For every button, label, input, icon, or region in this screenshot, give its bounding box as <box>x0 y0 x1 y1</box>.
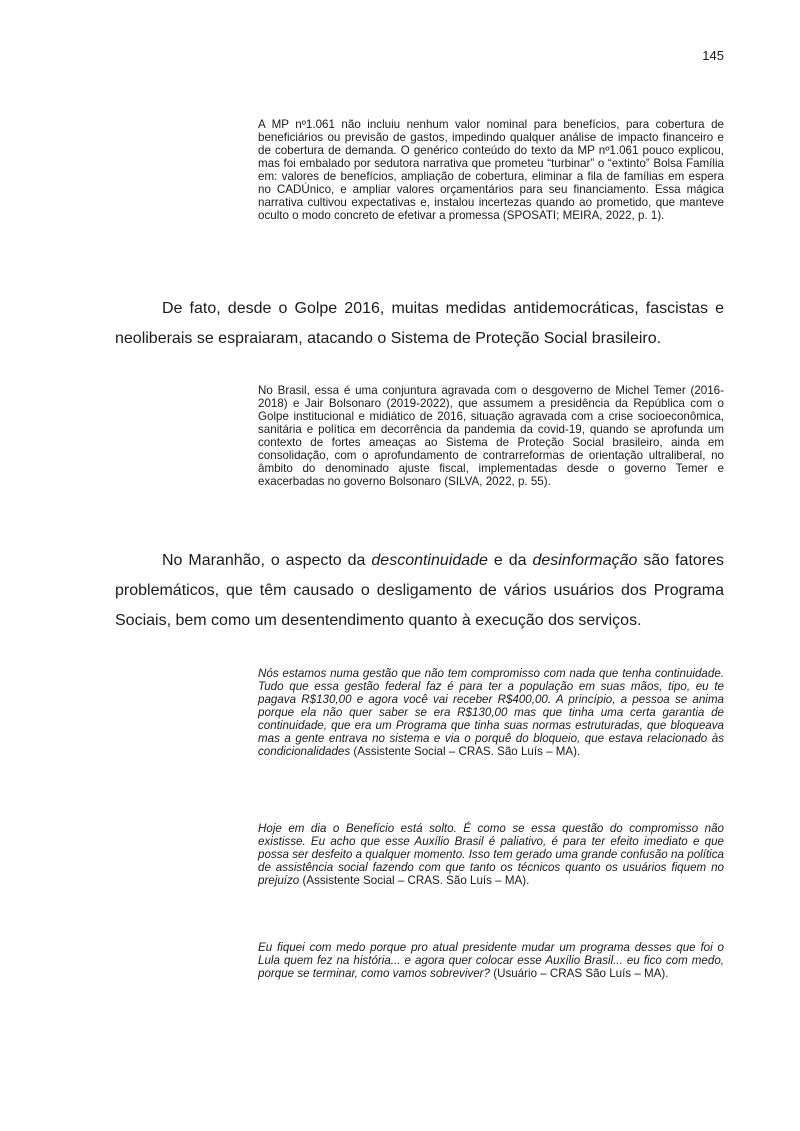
quote-speech: Nós estamos numa gestão que não tem compromisso com nada que tenha continuidade. Tudo que essa gestão federal faz é para ter a população em suas mãos, tipo, eu te pagava R$130,00 e agora você vai receber R$400,00. A princípio, a pessoa se anima porque ela não quer saber se era R$130,00 mas que tinha uma certa garantia de continuidade, que era um Programa que tinha suas normas estruturadas, que bloqueava mas a gente entrava no sistema e via o porquê do bloqueio, que estava relacionado às condicionalidades <box>258 667 724 758</box>
interview-quote-2 <box>258 822 724 887</box>
paragraph-text: são fatores problemáticos, que têm causado o desligamento de vários usuários dos Programa Sociais, bem como um desentendimento quanto à execução dos serviços. <box>115 552 725 629</box>
quote-text: No Brasil, essa é uma conjuntura agravada com o desgoverno de Michel Temer (2016-2018) e Jair Bolsonaro (2019-2022), que assumem a presidência da República com o Golpe institucional e midiático de 2016, situação agravada com a crise socioeconômica, sanitária e política em decorrência da pandemia da covid-19, quando se aprofunda um contexto de fortes ameaças ao Sistema de Proteção Social brasileiro, ainda em consolidação, com o aprofundamento de contrarreformas de orientação ultraliberal, no âmbito do denominado ajuste fiscal, implementadas desde o governo Temer e exacerbadas no governo Bolsonaro (SILVA, 2022, p. 55). <box>258 384 724 488</box>
quote-text <box>258 667 724 758</box>
page-number: 145 <box>702 48 724 63</box>
paragraph-text: e da <box>487 552 533 569</box>
body-paragraph-maranhao <box>115 546 724 636</box>
block-quote-sposati <box>258 118 724 222</box>
quote-speech: Eu fiquei com medo porque pro atual presidente mudar um programa desses que foi o Lula quem fez na história... e agora quer colocar esse Auxílio Brasil... eu fico com medo, porque se terminar, como vamos sobreviver? <box>258 941 724 980</box>
quote-source: (Assistente Social – CRAS. São Luís – MA). <box>299 874 530 887</box>
quote-source: (Usuário – CRAS São Luís – MA). <box>489 967 669 980</box>
body-paragraph-golpe: De fato, desde o Golpe 2016, muitas medidas antidemocráticas, fascistas e neoliberais se espraiaram, atacando o Sistema de Proteção Social brasileiro. <box>115 300 724 347</box>
quote-source: (Assistente Social – CRAS. São Luís – MA). <box>350 745 581 758</box>
emphasis-descontinuidade: descontinuidade <box>371 552 488 569</box>
quote-text: A MP nº1.061 não incluiu nenhum valor nominal para benefícios, para cobertura de beneficiários ou previsão de gastos, impedindo qualquer análise de impacto financeiro e de cobertura de demanda. O genérico conteúdo do texto da MP nº1.061 pouco explicou, mas foi embalado por sedutora narrativa que prometeu “turbinar” o “extinto” Bolsa Família em: valores de benefícios, ampliação de cobertura, eliminar a fila de famílias em espera no CADÚnico, e ampliar valores orçamentários para seu financiamento. Essa mágica narrativa cultivou expectativas e, instalou incertezas quando ao prometido, que manteve oculto o modo concreto de efetivar a promessa (SPOSATI; MEIRA, 2022, p. 1). <box>258 118 724 222</box>
paragraph-text: No Maranhão, o aspecto da <box>162 552 372 569</box>
quote-text <box>258 822 724 887</box>
emphasis-desinformacao: desinformação <box>532 552 638 569</box>
interview-quote-1 <box>258 667 724 758</box>
quote-speech: Hoje em dia o Benefício está solto. É como se essa questão do compromisso não existisse. Eu acho que esse Auxílio Brasil é paliativo, é para ter efeito imediato e que possa ser desfeito a qualquer momento. Isso tem gerado uma grande confusão na política de assistência social fazendo com que tanto os técnicos quanto os usuários fiquem no prejuízo <box>258 822 724 887</box>
interview-quote-3 <box>258 941 724 980</box>
block-quote-silva <box>258 384 724 488</box>
quote-text <box>258 941 724 980</box>
